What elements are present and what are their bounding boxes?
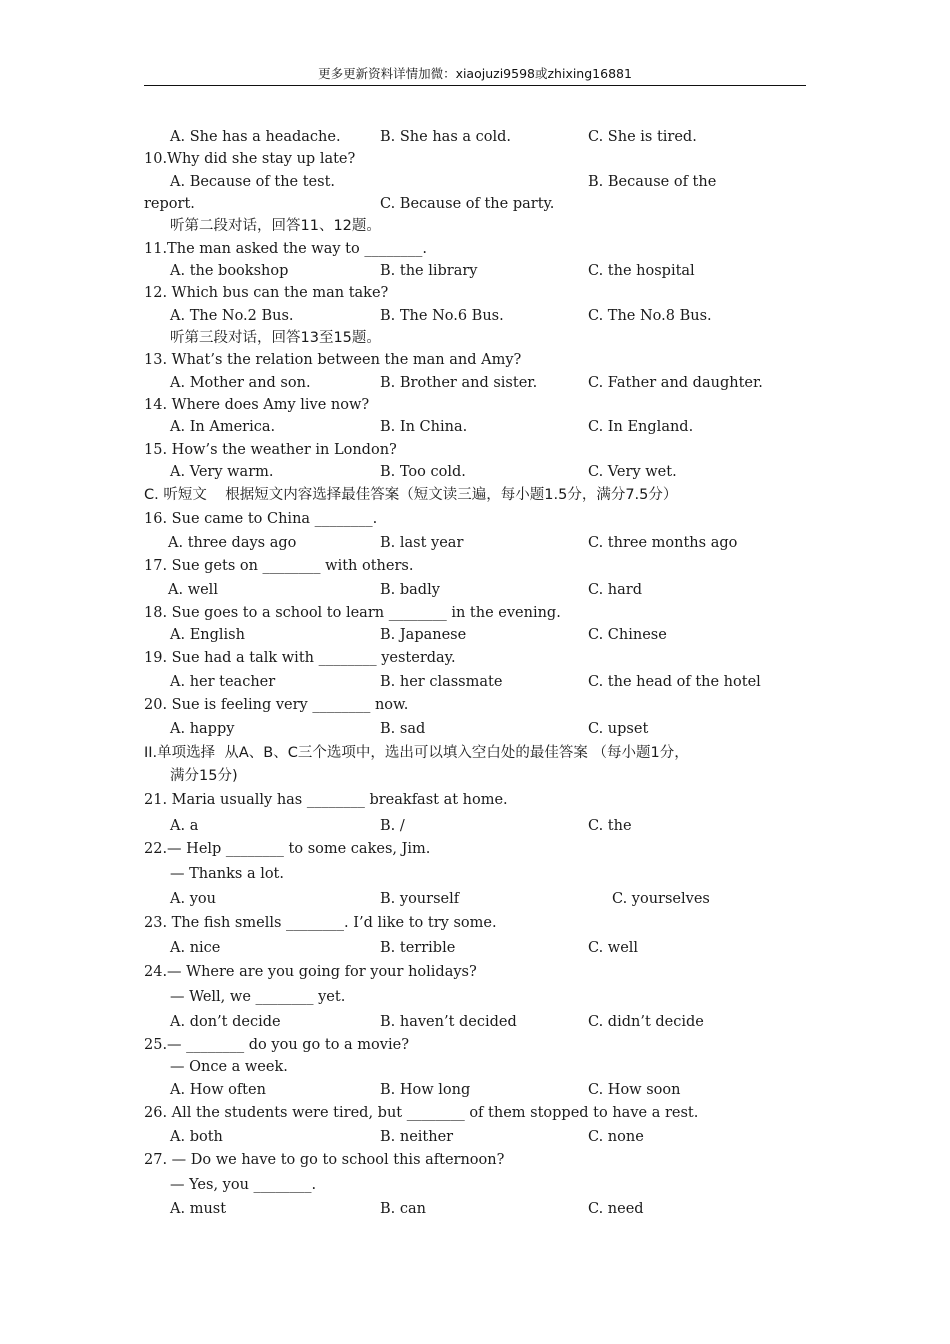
text-line: A. three days ago [168, 535, 297, 551]
answer-option: C. The No.8 Bus. [588, 308, 712, 324]
text-line: 22.— Help ________ to some cakes, Jim. [144, 841, 431, 857]
answer-option: B. How long [380, 1082, 471, 1098]
answer-option: B. Japanese [380, 627, 467, 643]
answer-option: B. terrible [380, 940, 456, 956]
answer-option: B. can [380, 1201, 426, 1217]
text-line: 27. — Do we have to go to school this afternoon? [144, 1152, 505, 1168]
answer-option: B. / [380, 818, 405, 834]
text-line: A. her teacher [170, 674, 276, 690]
text-line: 18. Sue goes to a school to learn ________ in the evening. [144, 605, 561, 621]
text-line: A. Mother and son. [170, 375, 311, 391]
text-line: A. both [170, 1129, 223, 1145]
text-line: 满分15分) [170, 768, 238, 784]
answer-option: C. didn’t decide [588, 1014, 704, 1030]
answer-option: B. Because of the [588, 174, 717, 190]
text-line: A. She has a headache. [170, 129, 341, 145]
text-line: A. a [170, 818, 199, 834]
text-line: II.单项选择 从A、B、C三个选项中，选出可以填入空白处的最佳答案 （每小题1分， [144, 745, 689, 761]
text-line: 16. Sue came to China ________. [144, 511, 378, 527]
text-line: A. The No.2 Bus. [170, 308, 294, 324]
answer-option: C. yourselves [612, 891, 710, 907]
text-line: A. Very warm. [170, 464, 274, 480]
text-line: 20. Sue is feeling very ________ now. [144, 697, 409, 713]
text-line: 14. Where does Amy live now? [144, 397, 370, 413]
text-line: A. In America. [170, 419, 276, 435]
text-line: A. the bookshop [170, 263, 289, 279]
answer-option: B. neither [380, 1129, 454, 1145]
text-line: A. English [170, 627, 245, 643]
answer-option: C. upset [588, 721, 649, 737]
answer-option: C. well [588, 940, 639, 956]
answer-option: C. She is tired. [588, 129, 697, 145]
answer-option: C. the [588, 818, 632, 834]
answer-option: B. Brother and sister. [380, 375, 538, 391]
answer-option: B. the library [380, 263, 478, 279]
text-line: 听第三段对话，回答13至15题。 [170, 330, 381, 346]
answer-option: B. In China. [380, 419, 468, 435]
text-line: 25.— ________ do you go to a movie? [144, 1037, 409, 1053]
text-line: 19. Sue had a talk with ________ yesterday. [144, 650, 456, 666]
answer-option: C. In England. [588, 419, 694, 435]
text-line: A. nice [170, 940, 221, 956]
text-line: — Once a week. [170, 1059, 288, 1075]
answer-option: C. need [588, 1201, 644, 1217]
text-line: A. well [168, 582, 218, 598]
answer-option: C. Very wet. [588, 464, 677, 480]
text-line: 听第二段对话，回答11、12题。 [170, 218, 381, 234]
text-line: report. [144, 196, 195, 212]
text-line: 17. Sue gets on ________ with others. [144, 558, 414, 574]
answer-option: B. The No.6 Bus. [380, 308, 504, 324]
answer-option: C. the head of the hotel [588, 674, 761, 690]
answer-option: C. the hospital [588, 263, 695, 279]
text-line: 13. What’s the relation between the man and Amy? [144, 352, 522, 368]
text-line: 10.Why did she stay up late? [144, 151, 356, 167]
answer-option: B. last year [380, 535, 464, 551]
text-line: 24.— Where are you going for your holidays? [144, 964, 477, 980]
text-line: 15. How’s the weather in London? [144, 442, 397, 458]
text-line: A. must [170, 1201, 227, 1217]
text-line: 23. The fish smells ________. I’d like to try some. [144, 915, 497, 931]
answer-option: B. Too cold. [380, 464, 466, 480]
text-line: — Well, we ________ yet. [170, 989, 346, 1005]
answer-option: B. badly [380, 582, 440, 598]
answer-option: C. hard [588, 582, 642, 598]
answer-option: B. her classmate [380, 674, 503, 690]
text-line: — Yes, you ________. [170, 1177, 317, 1193]
answer-option: C. Because of the party. [380, 196, 555, 212]
answer-option: B. sad [380, 721, 426, 737]
text-line: 26. All the students were tired, but ________ of them stopped to have a rest. [144, 1105, 699, 1121]
text-line: 12. Which bus can the man take? [144, 285, 389, 301]
text-line: A. happy [170, 721, 235, 737]
header-rule [144, 85, 806, 86]
text-line: A. don’t decide [170, 1014, 281, 1030]
text-line: 21. Maria usually has ________ breakfast at home. [144, 792, 508, 808]
answer-option: B. haven’t decided [380, 1014, 517, 1030]
text-line: — Thanks a lot. [170, 866, 284, 882]
text-line: A. you [170, 891, 216, 907]
answer-option: C. none [588, 1129, 644, 1145]
answer-option: B. yourself [380, 891, 460, 907]
answer-option: C. How soon [588, 1082, 681, 1098]
text-line: 11.The man asked the way to ________. [144, 241, 427, 257]
answer-option: C. Chinese [588, 627, 667, 643]
answer-option: B. She has a cold. [380, 129, 512, 145]
answer-option: C. Father and daughter. [588, 375, 763, 391]
text-line: A. Because of the test. [170, 174, 336, 190]
answer-option: C. three months ago [588, 535, 738, 551]
text-line: C. 听短文 根据短文内容选择最佳答案（短文读三遍，每小题1.5分，满分7.5分） [144, 487, 678, 503]
text-line: A. How often [170, 1082, 266, 1098]
page-header: 更多更新资料详情加微：xiaojuzi9598或zhixing16881 [318, 66, 632, 81]
